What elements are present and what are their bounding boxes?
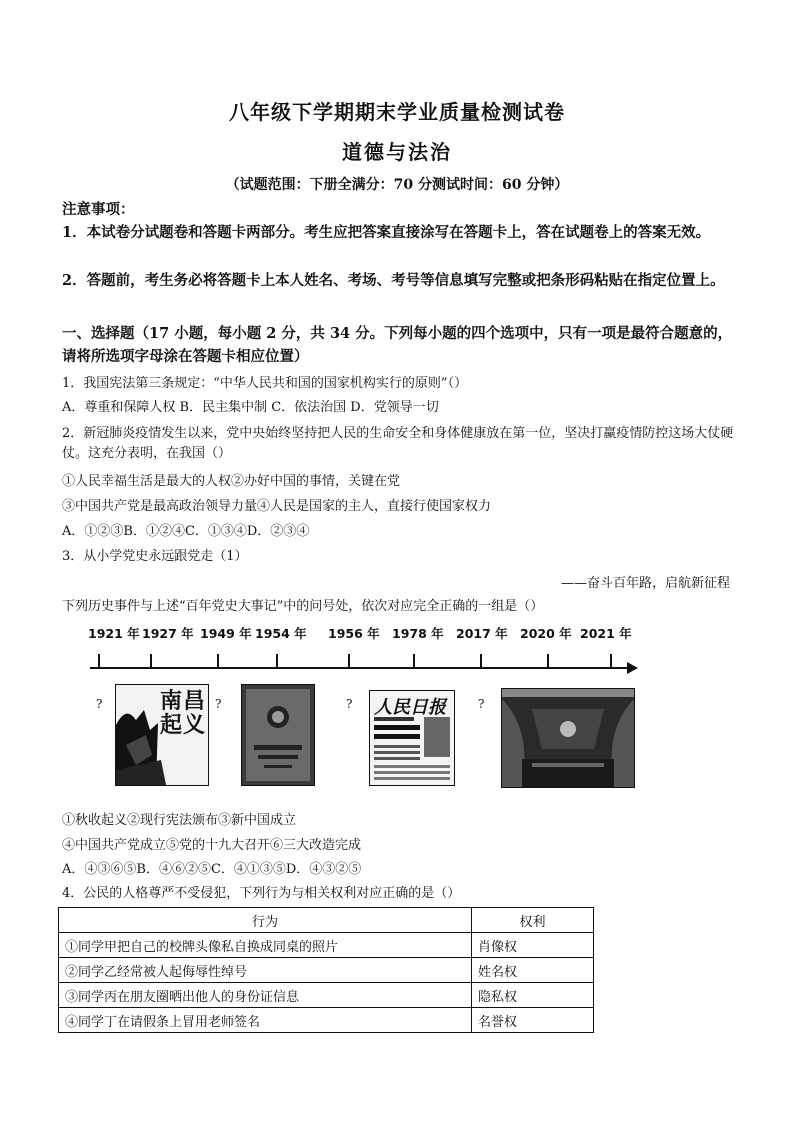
q1-stem: 1．我国宪法第三条规定：“中华人民共和国的国家机构实行的原则”（） <box>62 376 468 391</box>
timeline-tick <box>610 654 612 668</box>
timeline-question-mark: ? <box>96 697 103 711</box>
table-row <box>59 958 594 983</box>
q4-stem: 4．公民的人格尊严不受侵犯，下列行为与相关权利对应正确的是（） <box>62 886 461 901</box>
nanchang-uprising-caption: 南昌起义 <box>160 688 207 738</box>
q2-statement-1: ①人民幸福生活是最大的人权②办好中国的事情，关键在党 <box>62 474 401 489</box>
table-cell-right: 名誉权 <box>472 1008 594 1033</box>
nanchang-uprising-image <box>115 684 209 786</box>
q3-statement-1: ①秋收起义②现行宪法颁布③新中国成立 <box>62 813 297 828</box>
timeline-year: 1978 年 <box>392 626 444 641</box>
table-header-row <box>59 908 594 933</box>
q3-source: ——奋斗百年路，启航新征程 <box>560 576 730 591</box>
q2-statement-2: ③中国共产党是最高政治领导力量④人民是国家的主人，直接行使国家权力 <box>62 499 492 514</box>
notice-item-1: 1．本试卷分试题卷和答题卡两部分。考生应把答案直接涂写在答题卡上，答在试题卷上的答案无效。 <box>62 224 711 241</box>
q3-statement-2: ④中国共产党成立⑤党的十九大召开⑥三大改造完成 <box>62 838 362 853</box>
q2-stem: 2．新冠肺炎疫情发生以来，党中央始终坚持把人民的生命安全和身体健康放在第一位，坚决打赢疫情防控这场大仗硬仗。这充分表明，在我国（） <box>62 426 734 461</box>
table-cell-right: 肖像权 <box>472 933 594 958</box>
table-row <box>59 983 594 1008</box>
q1-options: A．尊重和保障人权 B．民主集中制 C．依法治国 D．党领导一切 <box>62 400 439 415</box>
table-cell-behavior: ①同学甲把自己的校牌头像私自换成同桌的照片 <box>59 933 472 958</box>
timeline-tick <box>98 654 100 668</box>
table-cell-right: 隐私权 <box>472 983 594 1008</box>
newspaper-masthead: 人民日报 <box>374 697 446 718</box>
timeline-year: 1954 年 <box>255 626 307 641</box>
exam-subject: 道德与法治 <box>342 140 452 164</box>
timeline-year: 2021 年 <box>580 626 632 641</box>
notice-heading: 注意事项： <box>62 201 135 218</box>
timeline-question-mark: ? <box>215 697 222 711</box>
rights-table <box>58 907 594 1033</box>
q3-options: A．④③⑥⑤B．④⑥②⑤C．④①③⑤D．④③②⑤ <box>62 862 362 877</box>
section-choice-heading: 一、选择题（17 小题，每小题 2 分，共 34 分。下列每小题的四个选项中，只有一项是最符合题意的，请将所选项字母涂在答题卡相应位置） <box>62 325 733 365</box>
timeline-year: 1921 年 <box>88 626 140 641</box>
timeline-year: 2020 年 <box>520 626 572 641</box>
table-header-cell: 权利 <box>472 908 594 933</box>
timeline-arrow-icon <box>627 662 638 674</box>
table-header-cell: 行为 <box>59 908 472 933</box>
timeline-tick <box>413 654 415 668</box>
table-row <box>59 1008 594 1033</box>
table-cell-behavior: ④同学丁在请假条上冒用老师签名 <box>59 1008 472 1033</box>
q2-options: A．①②③B．①②④C．①③④D．②③④ <box>62 524 310 539</box>
table-cell-behavior: ②同学乙经常被人起侮辱性绰号 <box>59 958 472 983</box>
newspaper-image <box>369 690 455 786</box>
timeline-tick <box>217 654 219 668</box>
table-cell-right: 姓名权 <box>472 958 594 983</box>
notice-item-2: 2．答题前，考生务必将答题卡上本人姓名、考场、考号等信息填写完整或把条形码粘贴在指定位置上。 <box>62 272 725 289</box>
table-row <box>59 933 594 958</box>
timeline-year: 1949 年 <box>200 626 252 641</box>
timeline-question-mark: ? <box>478 697 485 711</box>
timeline-year: 2017 年 <box>456 626 508 641</box>
exam-title: 八年级下学期期末学业质量检测试卷 <box>229 100 565 124</box>
q3-prompt: 下列历史事件与上述“百年党史大事记”中的问号处，依次对应完全正确的一组是（） <box>62 599 544 614</box>
timeline-question-mark: ? <box>346 697 353 711</box>
timeline-year: 1956 年 <box>328 626 380 641</box>
table-cell-behavior: ③同学丙在朋友圈晒出他人的身份证信息 <box>59 983 472 1008</box>
timeline-tick <box>348 654 350 668</box>
timeline-axis <box>90 667 630 669</box>
timeline-tick <box>276 654 278 668</box>
exam-scope: （试题范围：下册全满分：70 分测试时间：60 分钟） <box>225 177 569 193</box>
q3-stem: 3．从小学党史永远跟党走（1） <box>62 549 248 564</box>
timeline-tick <box>547 654 549 668</box>
timeline-tick <box>150 654 152 668</box>
party-history-timeline <box>80 620 640 795</box>
timeline-tick <box>480 654 482 668</box>
congress-hall-image <box>501 688 635 788</box>
constitution-book-image <box>241 684 315 786</box>
timeline-year: 1927 年 <box>142 626 194 641</box>
